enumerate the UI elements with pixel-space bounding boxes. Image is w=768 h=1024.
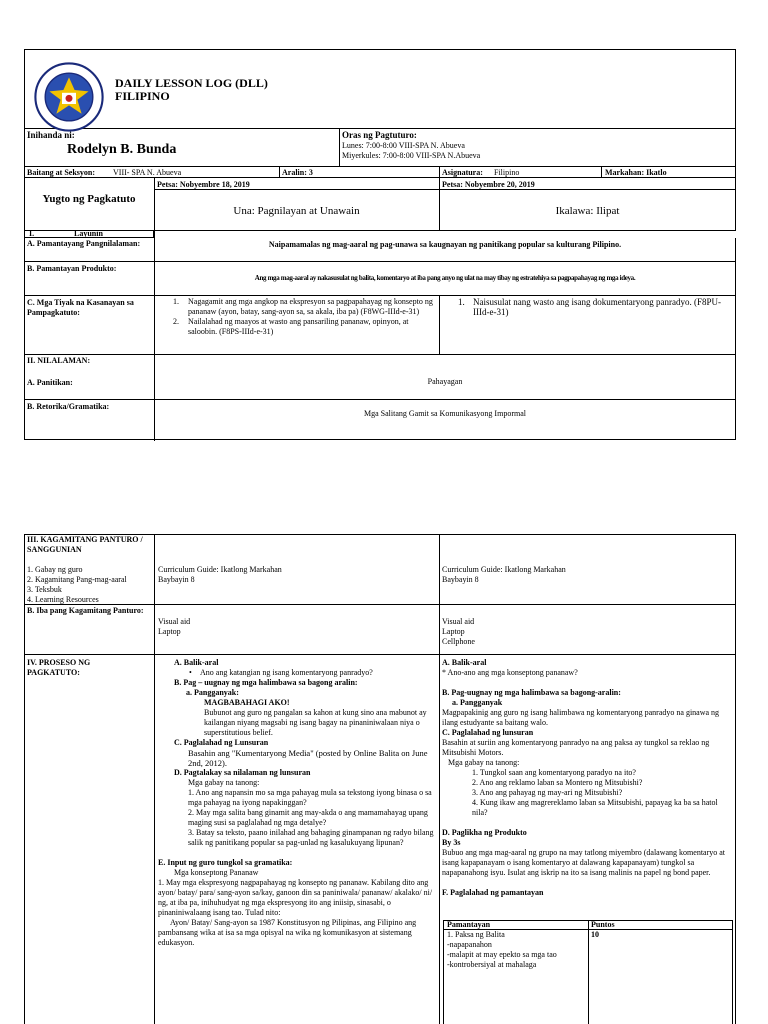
quarter-label: Markahan: Ikatlo [605,168,667,177]
document-subject: FILIPINO [115,89,170,103]
other-materials-day2 [442,617,475,647]
rubric-line: -kontrobersiyal at mahalaga [447,960,537,969]
literature-label: A. Panitikan: [27,378,73,387]
grade-label: Baitang at Seksyon: [27,168,96,177]
resource-line: Baybayin 8 [158,575,195,584]
phases-label: Yugto ng Pagkatuto [42,193,136,205]
motivation-text: Magpapakinig ang guro ng isang halimbawa ng komentaryong panradyo na ginawa ng ilang estudyante sa baitang walo. [442,708,720,727]
schedule-monday: Lunes: 7:00-8:00 VIII-SPA N. Abueva [342,141,465,150]
material-line: Visual aid [158,617,191,626]
process-label: IV. PROSESO NG PAGKATUTO: [27,658,91,677]
motivation-sub: a. Pangganyak [452,698,503,707]
objectives-section: Layunin [74,229,103,238]
prepared-label: Inihanda ni: [27,130,75,140]
objectives-section-number: I. [29,229,35,238]
guide-label: Mga gabay na tanong: [188,778,260,787]
other-materials-label: B. Iba pang Kagamitang Panturo: [27,606,144,615]
materials-item: 3. Teksbuk [27,585,62,594]
review-question: * Ano-ano ang mga konseptong pananaw? [442,668,578,677]
discussion-heading: D. Pagtalakay sa nilalaman ng lunsuran [174,768,311,777]
materials-day2 [442,565,566,585]
literature-value: Pahayagan [427,377,463,386]
phase-2-title: Ikalawa: Ilipat [555,205,620,217]
competencies-label: C. Mga Tiyak na Kasanayan sa Pampagkatuto: [27,298,134,317]
grammar-input-text: 1. May mga ekspresyong nagpapahayag ng konsepto ng pananaw. Kabilang dito ang ayon/ batay/ para/ sang-ayon sa/kay, ganoon din sa paniniwala/ pananaw/ akalako/ ni/ ng, at iba pa, inihuhudyat ng mga ekspresyong ito ang iniisip, sinasabi, o pinaniniwalaang isang tao. Tulad nito: [158,878,433,917]
review-question: Ano ang katangian ng isang komentaryong panradyo? [200,668,373,677]
guide-label: Mga gabay na tanong: [448,758,520,767]
material-line: Laptop [442,627,465,636]
material-line: Cellphone [442,637,475,646]
date-day2: Petsa: Nobyembre 20, 2019 [442,180,535,189]
lesson-label: Aralin: 3 [282,168,313,177]
rubric-line: -napapanahon [447,940,492,949]
schedule-label: Oras ng Pagtuturo: [342,130,417,140]
activity-text: Bubunot ang guro ng pangalan sa kahon at kung sino ana mabunot ay kailangan niyang magsabi ng isang bagay na pinaniniwalaan niya o superstitutious belief. [204,708,427,737]
guide-question: 1. Ano ang napansin mo sa mga pahayag mula sa tekstong iyong binasa o sa mga pahayag na iyong napakinggan? [188,788,432,807]
presentation-heading: C. Paglalahad ng lunsuran [442,728,534,737]
resource-line: Baybayin 8 [442,575,479,584]
grammar-input-heading: E. Input ng guro tungkol sa gramatika: [158,858,293,867]
competencies-day2: 1. Naisusulat nang wasto ang isang dokumentaryong panradyo. (F8PU-IIId-e-31) [458,297,721,317]
guide-question: 1. Tungkol saan ang komentaryong paradyo na ito? [472,768,636,777]
performance-standard-text: Ang mga mag-aaral ay nakasusulat ng balita, komentaryo at iba pang anyo ng ulat na may tibay ng estratehiya sa pagpapahayag ng mga ideya. [254,274,636,282]
materials-day1 [158,565,282,585]
date-day1: Petsa: Nobyembre 18, 2019 [157,180,250,189]
subject-label: Asignatura: [442,168,483,177]
review-heading: A. Balik-aral [174,658,219,667]
grammar-input-sub: Mga konseptong Pananaw [174,868,259,877]
resource-line: Curriculum Guide: Ikatlong Markahan [442,565,566,574]
rubric-points: 10 [591,930,599,939]
grade-value: VIII- SPA N. Abueva [113,168,182,177]
content-standard-text: Naipamamalas ng mag-aaral ng pag-unawa sa kaugnayan ng panitikang popular sa kulturang Pilipino. [268,240,622,249]
product-sub: By 3s [442,838,461,847]
review-heading: A. Balik-aral [442,658,487,667]
product-text: Bubuo ang mga mag-aaral ng grupo na may tatlong miyembro (dalawang komentaryo at isang kapapanayam o isang komentaryo at dalawang kapapanayam) tungkol sa napapanahong isyu. Isulat ang iskrip na ito sa isang malinis na papel ng bond paper. [442,848,726,877]
competency-1: Nagagamit ang mga angkop na ekspresyon sa pagpapahayag ng konsepto ng pananaw (ayon, batay, sang-ayon sa, sa akala, iba pa) (F8WG-IIId-e-31) [188,297,433,316]
guide-question: 2. May mga salita bang ginamit ang may-akda o ang mamamahayag upang maging susi sa paglalahad ng mga detalye? [188,808,428,827]
guide-question: 3. Ano ang pahayag ng may-ari ng Mitsubishi? [472,788,623,797]
rubric-criteria [447,930,557,970]
motivation-heading: B. Pag – uugnay ng mga halimbawa sa bagong aralin: [174,678,358,687]
deped-seal-icon [34,62,104,132]
competency-2: Nailalahad ng maayos at wasto ang pansariling pananaw, opinyon, at saloobin. (F8PS-IIId-e-31) [188,317,409,336]
presentation-text: Basahin ang "Kumentaryong Media" (posted by Online Balita on June 2nd, 2012). [188,748,428,768]
competency-3: Naisusulat nang wasto ang isang dokumentaryong panradyo. (F8PU-IIId-e-31) [473,297,721,317]
resource-line: Curriculum Guide: Ikatlong Markahan [158,565,282,574]
process-day1: A. Balik-aral • Ano ang katangian ng isang komentaryong panradyo? B. Pag – uugnay ng mga halimbawa sa bagong aralin: a. Pangganyak: MAGBABAHAGI AKO! Bubunot ang guro ng pangalan sa kahon at kung sino ana mabunot ay kailangan niyang magsabi ng isang bagay na pinaniniwalaan niya o superstitutious belief. C. Paglalahad ng Lunsuran Basahin ang "Kumentaryong Media" (posted by Online Balita on June 2nd, 2012). D. Pagtalakay sa nilalaman ng lunsuran Mga gabay na tanong: 1. Ano ang napansin mo sa mga pahayag mula sa tekstong iyong binasa o sa mga pahayag na iyong napakinggan? 2. May mga salita bang ginamit ang may-akda o ang mamamahayag upang maging susi sa paglalahad ng mga detalye? 3. Batay sa teksto, paano inilahad ang bahaging ginampanan ng radyo bilang salik ng panitikang popular sa pag-unlad ng kasalukuyang lipunan? E. Input ng guro tungkol sa gramatika: Mga konseptong Pananaw 1. May mga ekspresyong nagpapahayag ng konsepto ng pananaw. Kabilang dito ang ayon/ batay/ para/ sang-ayon sa/kay, ganoon din sa paniniwala/ pananaw/ akalako/ ni/ ng, at iba pa, inihuhudyat ng mga ekspresyong ito ang iniisip, sinasabi, o pinaniniwalaang isang tao. Tulad nito: Ayon/ Batay/ Sang-ayon sa 1987 Konstitusyon ng Pilipinas, ang Filipino ang pambansang wika at isa sa mga opisyal na wika ng komunikasyon at sistemang edukasyon. [158,658,436,948]
guide-question: 2. Ano ang reklamo laban sa Montero ng Mitsubishi? [472,778,643,787]
other-materials-day1 [158,617,190,637]
rubric-heading: F. Paglalahad ng pamantayan [442,888,544,897]
rubric-line: -malapit at may epekto sa mga tao [447,950,557,959]
grammar-row [24,400,736,440]
motivation-sub: a. Pangganyak: [186,688,239,697]
document-title: DAILY LESSON LOG (DLL) [115,76,268,90]
content-label: II. NILALAMAN: [27,356,91,365]
materials-item: 2. Kagamitang Pang-mag-aaral [27,575,127,584]
materials-item: 1. Gabay ng guro [27,565,83,574]
presentation-heading: C. Paglalahad ng Lunsuran [174,738,269,747]
product-heading: D. Paglikha ng Produkto [442,828,527,837]
motivation-heading: B. Pag-uugnay ng mga halimbawa sa bagong-aralin: [442,688,621,697]
process-day2 [442,658,732,898]
materials-items [27,565,152,605]
material-line: Laptop [158,627,181,636]
grammar-label: B. Retorika/Gramatika: [27,402,110,411]
grammar-value: Mga Salitang Gamit sa Komunikasyong Impormal [364,409,526,418]
rubric-header-criteria: Pamantayan [447,920,491,929]
competencies-day1: 1. Nagagamit ang mga angkop na ekspresyon sa pagpapahayag ng konsepto ng pananaw (ayon, batay, sang-ayon sa, sa akala, iba pa) (F8WG-IIId-e-31) 2. Nailalahad ng maayos at wasto ang pansariling pananaw, opinyon, at saloobin. (F8PS-IIId-e-31) [173,297,433,336]
subject-value: Filipino [494,168,520,177]
phase-1-title: Una: Pagnilayan at Unawain [233,205,360,217]
guide-question: 4. Kung ikaw ang magrereklamo laban sa Mitsubishi, papayag ka ba sa hatol nila? [472,798,718,817]
schedule-wednesday: Miyerkules: 7:00-8:00 VIII-SPA N.Abueva [342,151,481,160]
grammar-input-example: Ayon/ Batay/ Sang-ayon sa 1987 Konstitusyon ng Pilipinas, ang Filipino ang pambansang wika at isa sa mga opisyal na wika ng komunikasyon at sistemang edukasyon. [158,918,417,947]
content-standard-label: A. Pamantayang Pangnilalaman: [27,239,141,248]
activity-title: MAGBABAHAGI AKO! [204,698,290,707]
prepared-name: Rodelyn B. Bunda [67,142,177,157]
rubric-line: 1. Paksa ng Balita [447,930,505,939]
material-line: Visual aid [442,617,475,626]
materials-label: III. KAGAMITANG PANTURO / SANGGUNIAN [27,535,143,554]
rubric-header-points: Puntos [591,920,615,929]
guide-question: 3. Batay sa teksto, paano inilahad ang bahaging ginampanan ng radyo bilang salik ng panitikang popular sa pag-unlad ng kasalukuyang lipunan? [188,828,434,847]
performance-standard-label: B. Pamantayan Produkto: [27,264,117,273]
materials-item: 4. Learning Resources [27,595,99,604]
presentation-text: Basahin at suriin ang komentaryong panradyo na ang paksa ay tungkol sa reklao ng Mitsubishi Motors. [442,738,710,757]
